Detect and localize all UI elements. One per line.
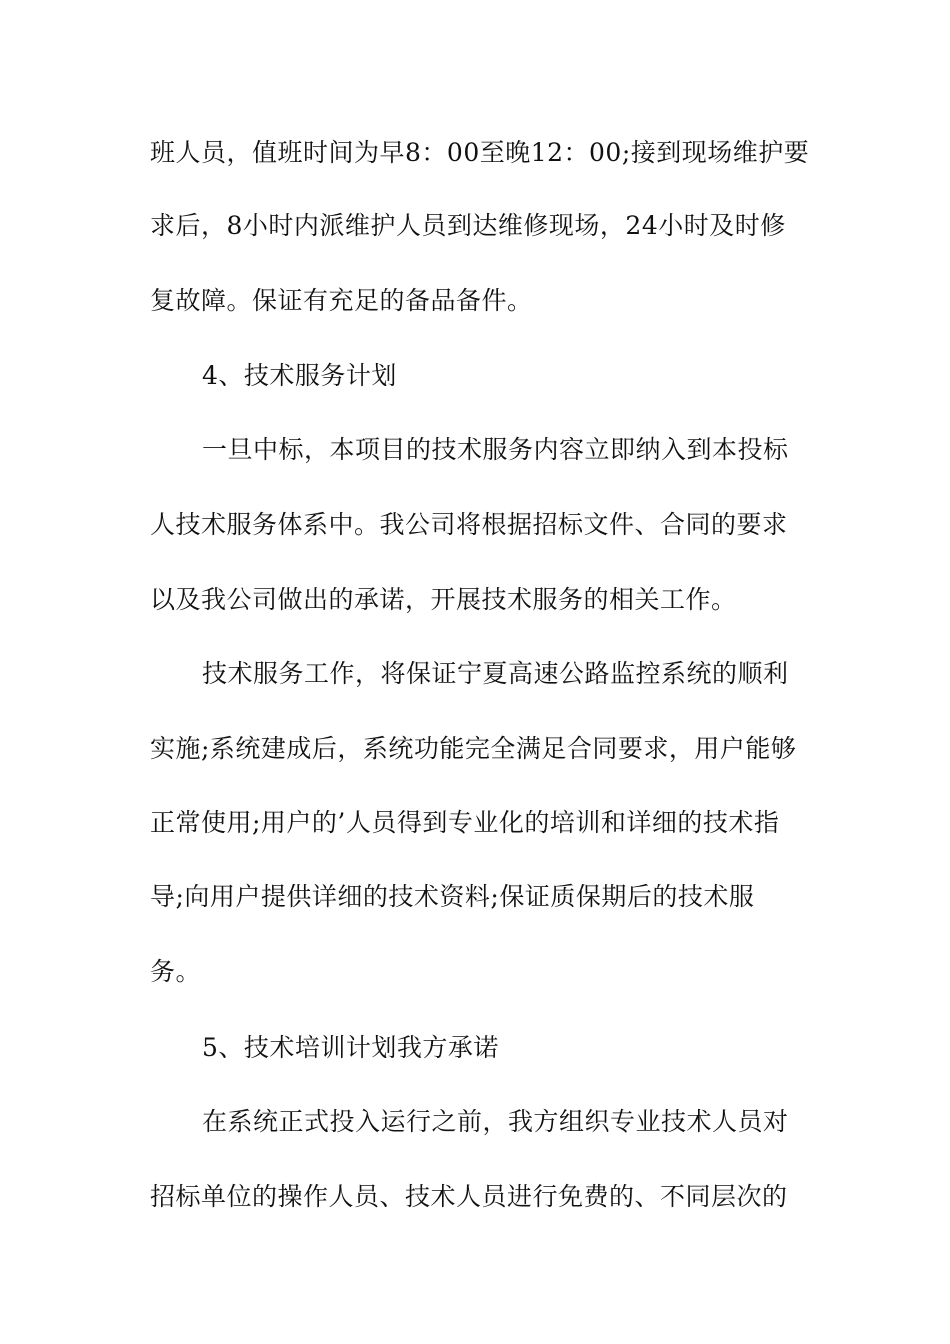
paragraph-line: 在系统正式投入运行之前，我方组织专业技术人员对 [202, 1107, 789, 1136]
paragraph-line: 招标单位的操作人员、技术人员进行免费的、不同层次的 [150, 1182, 788, 1211]
paragraph-line: 一旦中标，本项目的技术服务内容立即纳入到本投标 [202, 435, 789, 464]
paragraph-line: 务。 [150, 957, 202, 986]
paragraph-line: 复故障。保证有充足的备品备件。 [150, 286, 533, 315]
section-heading-5: 5、技术培训计划我方承诺 [202, 1033, 499, 1062]
section-heading-4: 4、技术服务计划 [202, 361, 397, 390]
paragraph-line: 导;向用户提供详细的技术资料;保证质保期后的技术服 [150, 882, 755, 911]
paragraph-line: 求后，8小时内派维护人员到达维修现场，24小时及时修 [150, 211, 786, 240]
paragraph-line: 技术服务工作，将保证宁夏高速公路监控系统的顺利 [202, 659, 789, 688]
paragraph-line: 班人员，值班时间为早8：00至晚12：00;接到现场维护要 [150, 138, 810, 167]
paragraph-line: 以及我公司做出的承诺，开展技术服务的相关工作。 [150, 585, 737, 614]
paragraph-line: 实施;系统建成后，系统功能完全满足合同要求，用户能够 [150, 734, 797, 763]
paragraph-line: 正常使用;用户的’人员得到专业化的培训和详细的技术指 [150, 808, 780, 837]
paragraph-line: 人技术服务体系中。我公司将根据招标文件、合同的要求 [150, 510, 788, 539]
